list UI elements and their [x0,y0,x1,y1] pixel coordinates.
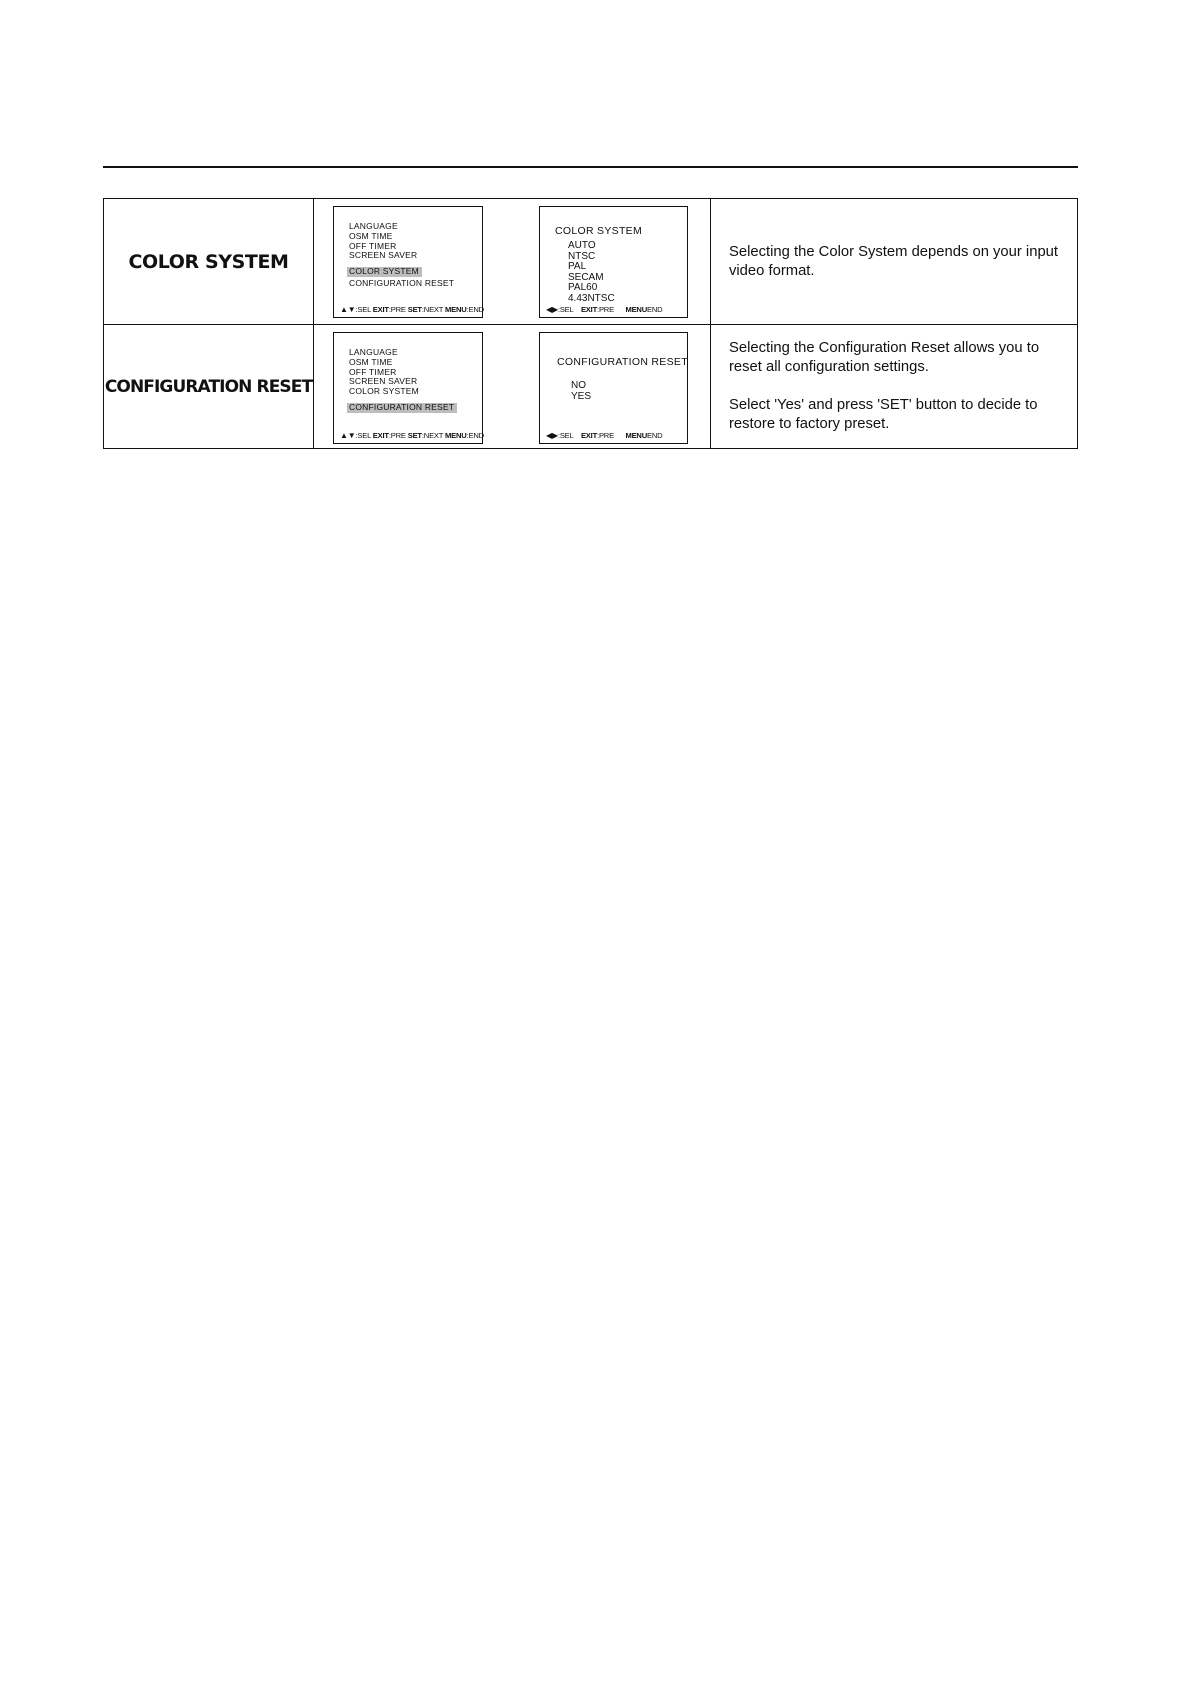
screens-cell [314,325,711,449]
feature-label: CONFIGURATION RESET [104,376,313,397]
menu-item: LANGUAGE [349,347,398,357]
option-item: NTSC [568,250,596,262]
description [729,243,1067,281]
up-down-arrows-icon: ▲▼ [340,305,356,314]
table-row [104,199,1078,325]
osd-settings-table [103,198,1078,449]
option-item: 4.43NTSC [568,292,615,304]
menu-footer: ▲▼:SEL EXIT:PRE SET:NEXT MENU:END [340,305,484,314]
main-menu-screen [333,206,483,318]
menu-item: LANGUAGE [349,221,398,231]
description-cell [711,325,1078,449]
description [729,339,1067,434]
configuration-reset-screen [539,332,688,444]
up-down-arrows-icon: ▲▼ [340,431,356,440]
description-paragraph: Select 'Yes' and press 'SET' button to decide to restore to factory preset. [729,397,1038,432]
feature-label-cell [104,325,314,449]
color-system-screen [539,206,688,318]
menu-item-highlighted: COLOR SYSTEM [347,267,422,277]
description-cell [711,199,1078,325]
option-item: YES [571,390,592,402]
description-paragraph: Selecting the Configuration Reset allows you to reset all configuration settings. [729,340,1040,375]
description-paragraph: Selecting the Color System depends on your input video format. [729,243,1059,279]
menu-item: SCREEN SAVER [349,250,418,261]
feature-label-cell [104,199,314,325]
submenu-title: COLOR SYSTEM [555,225,643,237]
left-right-arrows-icon: ◀▶ [546,305,558,314]
screens-cell [314,199,711,325]
menu-item: SCREEN SAVER [349,376,418,387]
option-item: PAL [568,261,587,272]
table-row [104,325,1078,449]
menu-item: OSM TIME [349,356,393,367]
menu-item: OFF TIMER [349,366,397,377]
menu-item: CONFIGURATION RESET [349,278,455,289]
main-menu-screen [333,332,483,444]
menu-footer: ▲▼:SEL EXIT:PRE SET:NEXT MENU:END [340,431,484,440]
submenu-footer: ◀▶:SEL EXIT:PRE MENUEND [546,431,663,440]
menu-item: OSM TIME [349,230,393,241]
header-rule [103,166,1078,168]
menu-item-highlighted: CONFIGURATION RESET [347,403,457,413]
feature-label: COLOR SYSTEM [128,250,289,273]
left-right-arrows-icon: ◀▶ [546,431,558,440]
submenu-footer: ◀▶:SEL EXIT:PRE MENUEND [546,305,663,314]
option-item: AUTO [568,240,596,251]
option-item: PAL60 [568,282,598,293]
menu-item: OFF TIMER [349,240,397,251]
submenu-title: CONFIGURATION RESET [557,356,688,368]
option-item: NO [571,380,586,391]
menu-item: COLOR SYSTEM [349,386,419,397]
option-item: SECAM [568,271,604,283]
